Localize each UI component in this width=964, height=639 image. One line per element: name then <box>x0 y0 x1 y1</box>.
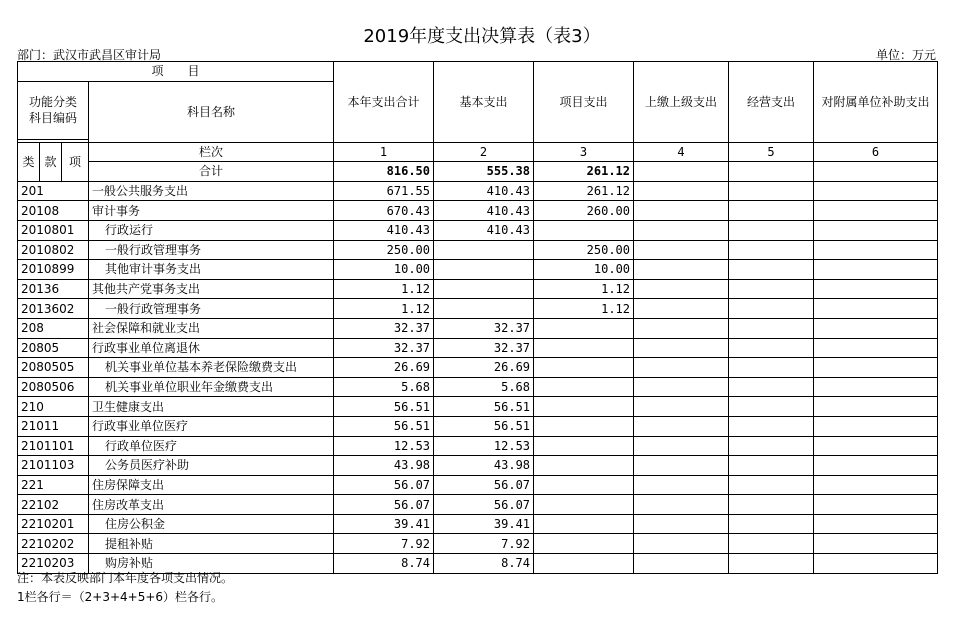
value-cell <box>534 358 634 378</box>
value-cell <box>729 220 814 240</box>
value-cell <box>634 201 729 221</box>
value-cell <box>634 456 729 476</box>
value-cell <box>729 358 814 378</box>
total-value: 555.38 <box>434 162 534 182</box>
value-cell <box>729 181 814 201</box>
value-cell <box>814 338 938 358</box>
subject-name-cell: 行政事业单位离退休 <box>89 338 334 358</box>
subject-name-cell: 行政运行 <box>89 220 334 240</box>
func-code-cell: 2210203 <box>18 554 89 574</box>
value-cell: 56.51 <box>334 397 434 417</box>
table-row <box>18 201 938 221</box>
value-cell: 39.41 <box>334 514 434 534</box>
value-cell <box>729 436 814 456</box>
value-cell: 56.07 <box>434 475 534 495</box>
value-cell <box>534 456 634 476</box>
value-cell <box>534 318 634 338</box>
value-cell: 410.43 <box>434 220 534 240</box>
value-cell: 12.53 <box>334 436 434 456</box>
value-cell <box>634 534 729 554</box>
func-code-cell: 2080506 <box>18 377 89 397</box>
value-cell <box>534 534 634 554</box>
subject-name-cell: 公务员医疗补助 <box>89 456 334 476</box>
col-number: 4 <box>634 142 729 162</box>
value-cell <box>534 436 634 456</box>
kuan-header: 款 <box>40 142 62 181</box>
value-cell <box>634 358 729 378</box>
table-row <box>18 397 938 417</box>
subject-name-cell: 其他审计事务支出 <box>89 260 334 280</box>
value-cell: 56.07 <box>334 475 434 495</box>
value-cell: 1.12 <box>334 279 434 299</box>
col-number: 3 <box>534 142 634 162</box>
col-header-total: 本年支出合计 <box>334 62 434 143</box>
func-code-cell: 2101101 <box>18 436 89 456</box>
item-group-header: 项 目 <box>18 62 334 82</box>
func-code-cell: 2080505 <box>18 358 89 378</box>
value-cell <box>814 181 938 201</box>
value-cell: 670.43 <box>334 201 434 221</box>
table-row <box>18 475 938 495</box>
table-row <box>18 495 938 515</box>
value-cell: 56.51 <box>434 416 534 436</box>
value-cell: 56.07 <box>334 495 434 515</box>
value-cell: 7.92 <box>434 534 534 554</box>
table-row <box>18 416 938 436</box>
value-cell <box>729 534 814 554</box>
func-code-cell: 2210202 <box>18 534 89 554</box>
value-cell <box>434 240 534 260</box>
value-cell: 410.43 <box>434 201 534 221</box>
value-cell <box>814 377 938 397</box>
value-cell <box>434 279 534 299</box>
func-code-cell: 22102 <box>18 495 89 515</box>
subject-name-header: 科目名称 <box>89 81 334 142</box>
value-cell <box>634 416 729 436</box>
value-cell <box>814 397 938 417</box>
value-cell <box>814 260 938 280</box>
unit-label: 单位：万元 <box>875 48 936 62</box>
func-code-cell: 2013602 <box>18 299 89 319</box>
expenditure-table <box>17 61 938 574</box>
table-row <box>18 220 938 240</box>
subject-name-cell: 住房改革支出 <box>89 495 334 515</box>
value-cell <box>534 475 634 495</box>
func-code-cell: 20805 <box>18 338 89 358</box>
table-title: 2019年度支出决算表（表3） <box>363 26 601 47</box>
total-value: 261.12 <box>534 162 634 182</box>
col-header-subsidy: 对附属单位补助支出 <box>814 62 938 143</box>
table-row <box>18 240 938 260</box>
value-cell <box>634 181 729 201</box>
table-row <box>18 181 938 201</box>
value-cell: 43.98 <box>334 456 434 476</box>
value-cell: 26.69 <box>334 358 434 378</box>
value-cell <box>634 338 729 358</box>
value-cell <box>814 318 938 338</box>
subject-name-cell: 住房公积金 <box>89 514 334 534</box>
col-header-project: 项目支出 <box>534 62 634 143</box>
value-cell <box>634 475 729 495</box>
value-cell <box>534 377 634 397</box>
value-cell <box>814 416 938 436</box>
value-cell <box>814 358 938 378</box>
value-cell <box>634 240 729 260</box>
value-cell: 8.74 <box>434 554 534 574</box>
subject-name-cell: 行政事业单位医疗 <box>89 416 334 436</box>
value-cell: 261.12 <box>534 181 634 201</box>
value-cell <box>434 260 534 280</box>
value-cell <box>634 260 729 280</box>
func-code-header: 功能分类科目编码 <box>18 81 89 139</box>
value-cell <box>634 554 729 574</box>
value-cell: 7.92 <box>334 534 434 554</box>
value-cell <box>634 377 729 397</box>
value-cell: 32.37 <box>334 338 434 358</box>
value-cell <box>534 397 634 417</box>
footnote: 1栏各行＝（2+3+4+5+6）栏各行。 <box>17 590 224 604</box>
value-cell <box>814 495 938 515</box>
col-number: 6 <box>814 142 938 162</box>
value-cell <box>729 416 814 436</box>
value-cell: 260.00 <box>534 201 634 221</box>
subject-name-cell: 行政单位医疗 <box>89 436 334 456</box>
col-header-upper: 上缴上级支出 <box>634 62 729 143</box>
value-cell <box>634 318 729 338</box>
table-row <box>18 338 938 358</box>
value-cell: 250.00 <box>334 240 434 260</box>
table-row <box>18 377 938 397</box>
value-cell <box>729 260 814 280</box>
table-row <box>18 456 938 476</box>
total-value <box>729 162 814 182</box>
table-row <box>18 279 938 299</box>
value-cell <box>634 397 729 417</box>
value-cell: 250.00 <box>534 240 634 260</box>
subject-name-cell: 机关事业单位基本养老保险缴费支出 <box>89 358 334 378</box>
value-cell <box>729 338 814 358</box>
value-cell <box>534 554 634 574</box>
subject-name-cell: 一般行政管理事务 <box>89 240 334 260</box>
value-cell <box>814 240 938 260</box>
col-number: 1 <box>334 142 434 162</box>
table-row <box>18 318 938 338</box>
xiang-header: 项 <box>62 142 89 181</box>
func-code-cell: 2010802 <box>18 240 89 260</box>
value-cell <box>634 514 729 534</box>
value-cell <box>729 456 814 476</box>
footnotes <box>17 569 233 607</box>
func-code-cell: 2010899 <box>18 260 89 280</box>
value-cell <box>729 514 814 534</box>
value-cell <box>634 436 729 456</box>
col-header-basic: 基本支出 <box>434 62 534 143</box>
func-code-cell: 20136 <box>18 279 89 299</box>
value-cell: 43.98 <box>434 456 534 476</box>
func-code-cell: 2101103 <box>18 456 89 476</box>
value-cell <box>814 279 938 299</box>
value-cell: 32.37 <box>434 338 534 358</box>
value-cell: 410.43 <box>434 181 534 201</box>
value-cell: 5.68 <box>434 377 534 397</box>
col-number: 5 <box>729 142 814 162</box>
value-cell: 10.00 <box>334 260 434 280</box>
total-label: 合计 <box>89 162 334 182</box>
value-cell: 56.07 <box>434 495 534 515</box>
col-header-business: 经营支出 <box>729 62 814 143</box>
value-cell <box>814 220 938 240</box>
value-cell: 26.69 <box>434 358 534 378</box>
value-cell <box>634 220 729 240</box>
value-cell <box>729 377 814 397</box>
value-cell <box>534 220 634 240</box>
subject-name-cell: 机关事业单位职业年金缴费支出 <box>89 377 334 397</box>
subject-name-cell: 提租补贴 <box>89 534 334 554</box>
table-row <box>18 299 938 319</box>
value-cell <box>814 475 938 495</box>
value-cell: 1.12 <box>334 299 434 319</box>
value-cell: 5.68 <box>334 377 434 397</box>
value-cell: 56.51 <box>434 397 534 417</box>
value-cell <box>814 201 938 221</box>
value-cell <box>729 554 814 574</box>
subject-name-cell: 住房保障支出 <box>89 475 334 495</box>
subject-name-cell: 其他共产党事务支出 <box>89 279 334 299</box>
value-cell <box>434 299 534 319</box>
func-code-cell: 21011 <box>18 416 89 436</box>
table-row <box>18 534 938 554</box>
value-cell <box>814 436 938 456</box>
value-cell <box>729 240 814 260</box>
total-value <box>814 162 938 182</box>
subject-name-cell: 社会保障和就业支出 <box>89 318 334 338</box>
value-cell <box>534 514 634 534</box>
value-cell: 32.37 <box>434 318 534 338</box>
func-code-cell: 2210201 <box>18 514 89 534</box>
total-row <box>18 162 938 182</box>
lanci-label: 栏次 <box>89 142 334 162</box>
value-cell: 671.55 <box>334 181 434 201</box>
value-cell <box>729 299 814 319</box>
value-cell <box>534 338 634 358</box>
value-cell <box>729 318 814 338</box>
value-cell <box>534 416 634 436</box>
subject-name-cell: 卫生健康支出 <box>89 397 334 417</box>
subject-name-cell: 一般公共服务支出 <box>89 181 334 201</box>
value-cell: 410.43 <box>334 220 434 240</box>
value-cell <box>814 514 938 534</box>
value-cell <box>634 299 729 319</box>
footnote: 注：本表反映部门本年度各项支出情况。 <box>17 571 234 585</box>
value-cell <box>814 456 938 476</box>
value-cell: 12.53 <box>434 436 534 456</box>
value-cell <box>729 475 814 495</box>
value-cell <box>814 299 938 319</box>
table-row <box>18 514 938 534</box>
subject-name-cell: 一般行政管理事务 <box>89 299 334 319</box>
value-cell <box>814 534 938 554</box>
value-cell: 10.00 <box>534 260 634 280</box>
value-cell: 8.74 <box>334 554 434 574</box>
value-cell: 56.51 <box>334 416 434 436</box>
value-cell: 39.41 <box>434 514 534 534</box>
func-code-cell: 210 <box>18 397 89 417</box>
total-value: 816.50 <box>334 162 434 182</box>
func-code-cell: 201 <box>18 181 89 201</box>
func-code-cell: 2010801 <box>18 220 89 240</box>
func-code-cell: 20108 <box>18 201 89 221</box>
value-cell: 1.12 <box>534 299 634 319</box>
department-label: 部门：武汉市武昌区审计局 <box>17 48 162 62</box>
value-cell <box>729 279 814 299</box>
subject-name-cell: 审计事务 <box>89 201 334 221</box>
value-cell <box>534 495 634 515</box>
func-code-cell: 221 <box>18 475 89 495</box>
table-row <box>18 260 938 280</box>
table-row <box>18 358 938 378</box>
value-cell: 32.37 <box>334 318 434 338</box>
value-cell: 1.12 <box>534 279 634 299</box>
value-cell <box>634 495 729 515</box>
value-cell <box>634 279 729 299</box>
func-code-cell: 208 <box>18 318 89 338</box>
value-cell <box>814 554 938 574</box>
col-number: 2 <box>434 142 534 162</box>
value-cell <box>729 397 814 417</box>
table-row <box>18 436 938 456</box>
value-cell <box>729 495 814 515</box>
subject-name-cell: 购房补贴 <box>89 554 334 574</box>
value-cell <box>729 201 814 221</box>
lei-header: 类 <box>18 142 40 181</box>
total-value <box>634 162 729 182</box>
